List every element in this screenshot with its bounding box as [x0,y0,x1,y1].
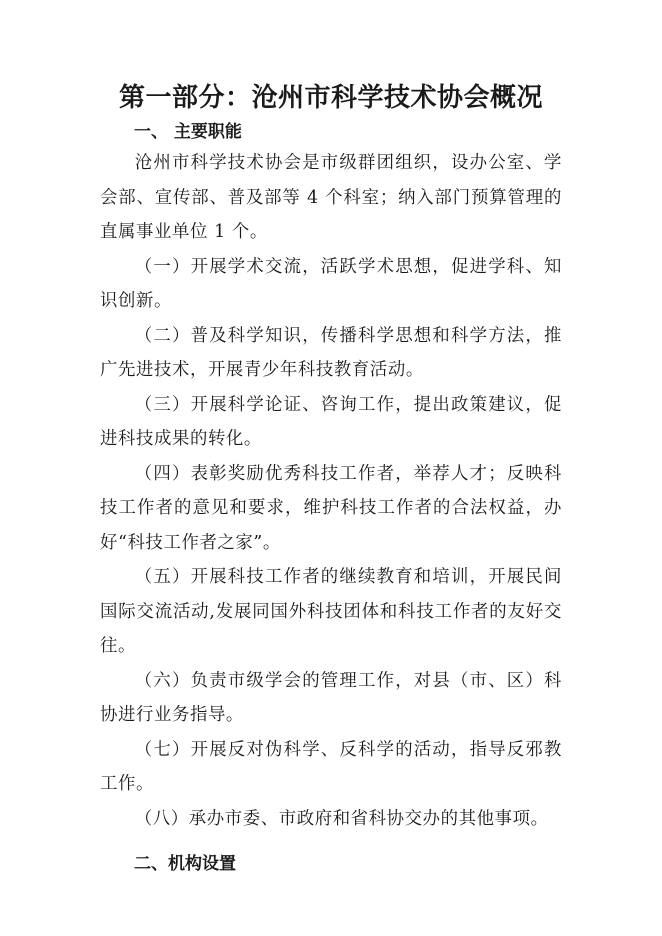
section-heading-main-functions: 一、 主要职能 [134,122,242,142]
function-item-7: （七）开展反对伪科学、反科学的活动，指导反邪教工作。 [100,739,562,794]
function-item-2: （二）普及科学知识，传播科学思想和科学方法，推广先进技术，开展青少年科技教育活动。 [100,325,562,380]
function-item-5: （五）开展科技工作者的继续教育和培训，开展民间国际交流活动,发展同国外科技团体和科技工作者的友好交往。 [100,567,562,656]
function-item-8: （八）承办市委、市政府和省科协交办的其他事项。 [134,808,549,829]
intro-paragraph: 沧州市科学技术协会是市级群团组织，设办公室、学会部、宣传部、普及部等 4 个科室；纳入部门预算管理的直属事业单位 1 个。 [100,153,562,242]
section-heading-organization: 二、机构设置 [134,854,236,874]
document-title: 第一部分：沧州市科学技术协会概况 [118,83,543,113]
function-item-3: （三）开展科学论证、咨询工作，提出政策建议，促进科技成果的转化。 [100,394,562,449]
function-item-6: （六）负责市级学会的管理工作，对县（市、区）科协进行业务指导。 [100,670,562,725]
document-page [100,80,562,878]
function-item-4: （四）表彰奖励优秀科技工作者，举荐人才；反映科技工作者的意见和要求，维护科技工作者的合法权益，办好“科技工作者之家”。 [100,463,562,553]
function-item-1: （一）开展学术交流，活跃学术思想，促进学科、知识创新。 [100,256,562,311]
